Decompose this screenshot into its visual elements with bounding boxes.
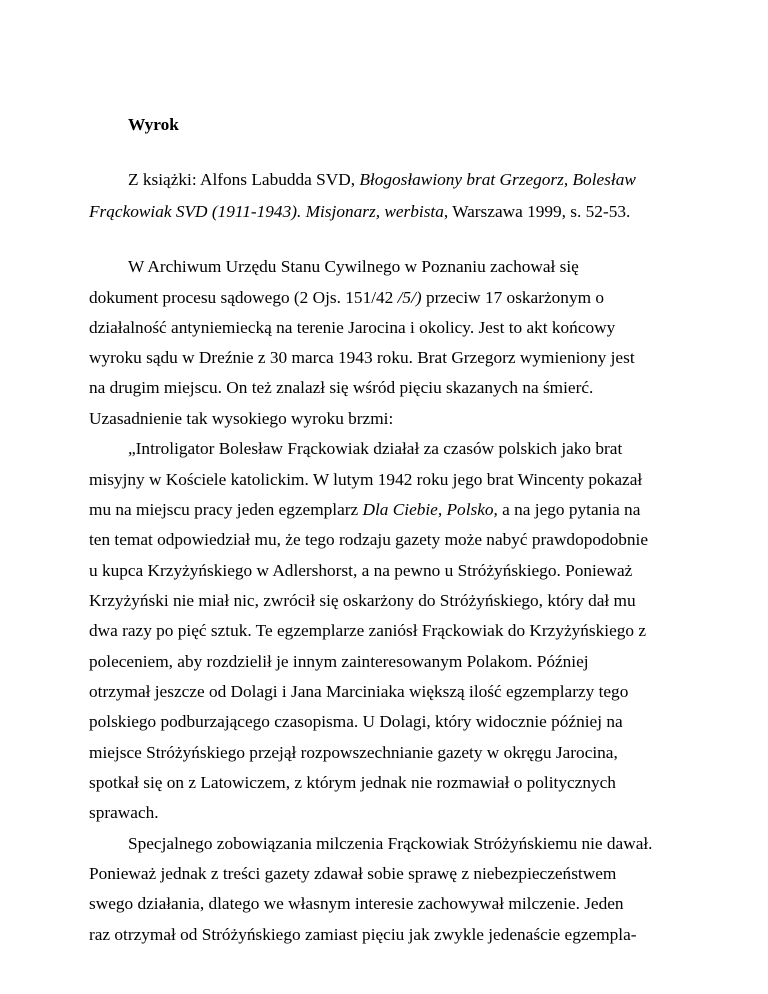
source-book-title-1: Błogosławiony brat Grzegorz, Bolesław	[359, 170, 636, 189]
p2-line-3-b: Dla Ciebie, Polsko,	[362, 500, 498, 519]
source-line-1	[128, 170, 636, 190]
p2-line-11: miejsce Stróżyńskiego przejął rozpowszechnianie gazety w okręgu Jarocina,	[89, 743, 618, 762]
p1-line-3: działalność antyniemiecką na terenie Jarocina i okolicy. Jest to akt końcowy	[89, 318, 616, 337]
p1-line-5: na drugim miejscu. On też znalazł się wśród pięciu skazanych na śmierć.	[89, 378, 594, 397]
p2-line-5: u kupca Krzyżyńskiego w Adlershorst, a na pewno u Stróżyńskiego. Ponieważ	[89, 561, 633, 580]
p2-line-3	[89, 500, 640, 520]
p1-line-2-a: dokument procesu sądowego (2 Ojs. 151/42	[89, 288, 398, 307]
p2-line-3-c: a na jego pytania na	[497, 500, 641, 519]
p3-line-2: Ponieważ jednak z treści gazety zdawał sobie sprawę z niebezpieczeństwem	[89, 864, 617, 883]
p2-line-4: ten temat odpowiedział mu, że tego rodzaju gazety może nabyć prawdopodobnie	[89, 530, 649, 549]
p1-line-2	[89, 288, 604, 308]
p3-line-3: swego działania, dlatego we własnym interesie zachowywał milczenie. Jeden	[89, 894, 624, 913]
p2-line-12: spotkał się on z Latowiczem, z którym jednak nie rozmawiał o politycznych	[89, 773, 616, 792]
source-book-title-2: Frąckowiak SVD (1911-1943). Misjonarz, werbista	[89, 202, 444, 221]
source-line-2	[89, 202, 630, 222]
p2-line-10: polskiego podburzającego czasopisma. U Dolagi, który widocznie później na	[89, 712, 623, 731]
p1-line-1: W Archiwum Urzędu Stanu Cywilnego w Poznaniu zachował się	[128, 257, 579, 276]
p1-line-6: Uzasadnienie tak wysokiego wyroku brzmi:	[89, 409, 394, 428]
p1-line-2-b: /5/)	[397, 288, 422, 307]
p2-line-8: poleceniem, aby rozdzielił je innym zainteresowanym Polakom. Później	[89, 652, 589, 671]
source-prefix: Z książki: Alfons Labudda SVD,	[128, 170, 360, 189]
p2-line-6: Krzyżyński nie miał nic, zwrócił się oskarżony do Stróżyńskiego, który dał mu	[89, 591, 636, 610]
p2-line-7: dwa razy po pięć sztuk. Te egzemplarze zaniósł Frąckowiak do Krzyżyńskiego z	[89, 621, 647, 640]
p2-line-1: „Introligator Bolesław Frąckowiak działał za czasów polskich jako brat	[128, 439, 623, 458]
p2-line-9: otrzymał jeszcze od Dolagi i Jana Marciniaka większą ilość egzemplarzy tego	[89, 682, 629, 701]
p1-line-2-c: przeciw 17 oskarżonym o	[421, 288, 604, 307]
p2-line-13: sprawach.	[89, 803, 159, 822]
p3-line-4: raz otrzymał od Stróżyńskiego zamiast pięciu jak zwykle jedenaście egzempla-	[89, 925, 637, 944]
source-suffix: , Warszawa 1999, s. 52-53.	[443, 202, 631, 221]
p3-line-1: Specjalnego zobowiązania milczenia Frąckowiak Stróżyńskiemu nie dawał.	[128, 834, 653, 853]
p1-line-4: wyroku sądu w Dreźnie z 30 marca 1943 roku. Brat Grzegorz wymieniony jest	[89, 348, 635, 367]
p2-line-2: misyjny w Kościele katolickim. W lutym 1942 roku jego brat Wincenty pokazał	[89, 470, 643, 489]
p2-line-3-a: mu na miejscu pracy jeden egzemplarz	[89, 500, 363, 519]
page-title: Wyrok	[128, 115, 179, 134]
